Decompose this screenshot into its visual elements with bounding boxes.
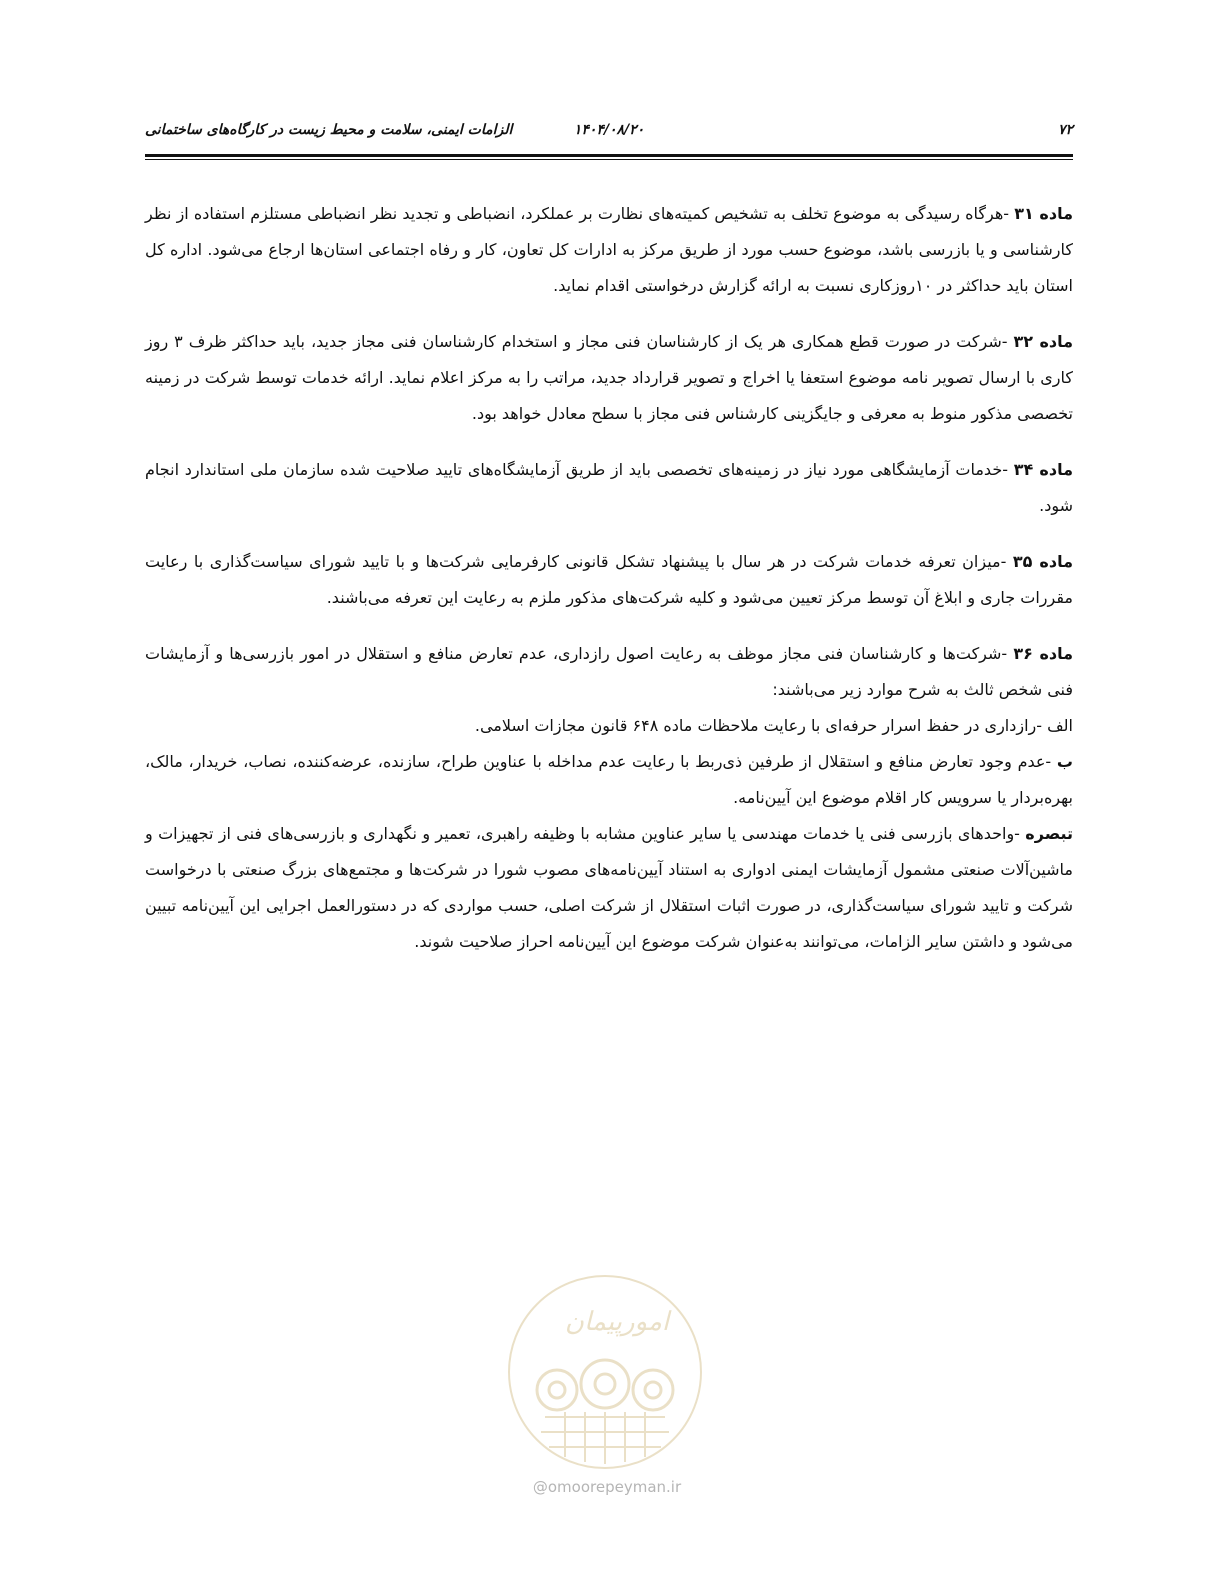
note-label: تبصره bbox=[1025, 824, 1073, 843]
article-32 bbox=[145, 324, 1073, 432]
item-b-text: -عدم وجود تعارض منافع و استقلال از طرفین ذی‌ربط با رعایت عدم مداخله با عناوین طراح، سازنده، عرضه‌کننده، نصاب، خریدار، مالک، بهره‌بردار یا سرویس کار اقلام موضوع این آیین‌نامه. bbox=[145, 752, 1073, 807]
page-header bbox=[145, 122, 1073, 148]
gear-icon bbox=[537, 1360, 673, 1410]
header-date: ۱۴۰۴/۰۸/۲۰ bbox=[573, 122, 645, 138]
article-text: -میزان تعرفه خدمات شرکت در هر سال با پیشنهاد تشکل قانونی کارفرمایی شرکت‌ها و با تایید شورای سیاست‌گذاری با رعایت مقررات جاری و ابلاغ آن توسط مرکز تعیین می‌شود و کلیه شرکت‌های مذکور ملزم به رعایت این تعرفه می‌باشند. bbox=[145, 552, 1073, 607]
watermark-logo-text: امورپیمان bbox=[564, 1307, 670, 1337]
article-31 bbox=[145, 196, 1073, 304]
item-b-label: ب bbox=[1056, 752, 1073, 771]
article-text: -هرگاه رسیدگی به موضوع تخلف به تشخیص کمیته‌های نظارت بر عملکرد، انضباطی و تجدید نظر انضباطی مستلزم استفاده از نظر کارشناسی و یا بازرسی باشد، موضوع حسب مورد از طریق مرکز به ادارات کل تعاون، کار و رفاه اجتماعی استان‌ها ارجاع می‌شود. اداره کل استان باید حداکثر در ۱۰روزکاری نسبت به ارائه گزارش درخواستی اقدام نماید. bbox=[145, 204, 1073, 295]
watermark-url: @omoorepeyman.ir bbox=[532, 1478, 682, 1496]
page-number: ۷۲ bbox=[1057, 122, 1073, 138]
article-text: -شرکت در صورت قطع همکاری هر یک از کارشناسان فنی مجاز و استخدام کارشناسان فنی مجاز جدید، باید حداکثر ظرف ۳ روز کاری با ارسال تصویر نامه موضوع استعفا یا اخراج و تصویر قرارداد جدید، مراتب را به مرکز اعلام نماید. ارائه خدمات توسط شرکت در زمینه تخصصی مذکور منوط به معرفی و جایگزینی کارشناس فنی مجاز با سطح معادل خواهد بود. bbox=[145, 332, 1073, 423]
article-36-note bbox=[145, 816, 1073, 960]
note-text: -واحدهای بازرسی فنی یا خدمات مهندسی یا سایر عناوین مشابه با وظیفه راهبری، تعمیر و نگهداری و بازرسی‌های فنی از تجهیزات و ماشین‌آلات صنعتی مشمول آزمایشات ایمنی ادواری به استناد آیین‌نامه‌های مصوب شورا در شرکت‌ها و مجتمع‌های بزرگ صنعتی با درخواست شرکت و تایید شورای سیاست‌گذاری، در صورت اثبات استقلال از شرکت اصلی، حسب مواردی که در دستورالعمل اجرایی این آیین‌نامه تبیین می‌شود و داشتن سایر الزامات، می‌توانند به‌عنوان شرکت موضوع این آیین‌نامه احراز صلاحیت شوند. bbox=[145, 824, 1073, 951]
article-label: ماده ۳۵ bbox=[1012, 552, 1073, 571]
header-title: الزامات ایمنی، سلامت و محیط زیست در کارگاه‌های ساختمانی bbox=[145, 122, 513, 138]
article-label: ماده ۳۱ bbox=[1014, 204, 1074, 223]
header-rule-thick bbox=[145, 154, 1073, 157]
article-label: ماده ۳۶ bbox=[1013, 644, 1074, 663]
watermark-logo bbox=[505, 1272, 705, 1472]
header-rule-thin bbox=[145, 159, 1073, 160]
article-label: ماده ۳۲ bbox=[1013, 332, 1074, 351]
article-36 bbox=[145, 636, 1073, 960]
article-36-item-a: الف -رازداری در حفظ اسرار حرفه‌ای با رعایت ملاحظات ماده ۶۴۸ قانون مجازات اسلامی. bbox=[474, 716, 1073, 735]
article-text: -شرکت‌ها و کارشناسان فنی مجاز موظف به رعایت اصول رازداری، عدم تعارض منافع و استقلال در امور بازرسی‌ها و آزمایشات فنی شخص ثالث به شرح موارد زیر می‌باشند: bbox=[145, 644, 1073, 699]
article-36-item-b bbox=[145, 744, 1073, 816]
article-label: ماده ۳۴ bbox=[1013, 460, 1073, 479]
article-35 bbox=[145, 544, 1073, 616]
document-body bbox=[145, 196, 1073, 980]
article-text: -خدمات آزمایشگاهی مورد نیاز در زمینه‌های تخصصی باید از طریق آزمایشگاه‌های تایید صلاحیت شده سازمان ملی استاندارد انجام شود. bbox=[145, 460, 1073, 515]
article-36-intro bbox=[145, 636, 1073, 708]
article-34 bbox=[145, 452, 1073, 524]
